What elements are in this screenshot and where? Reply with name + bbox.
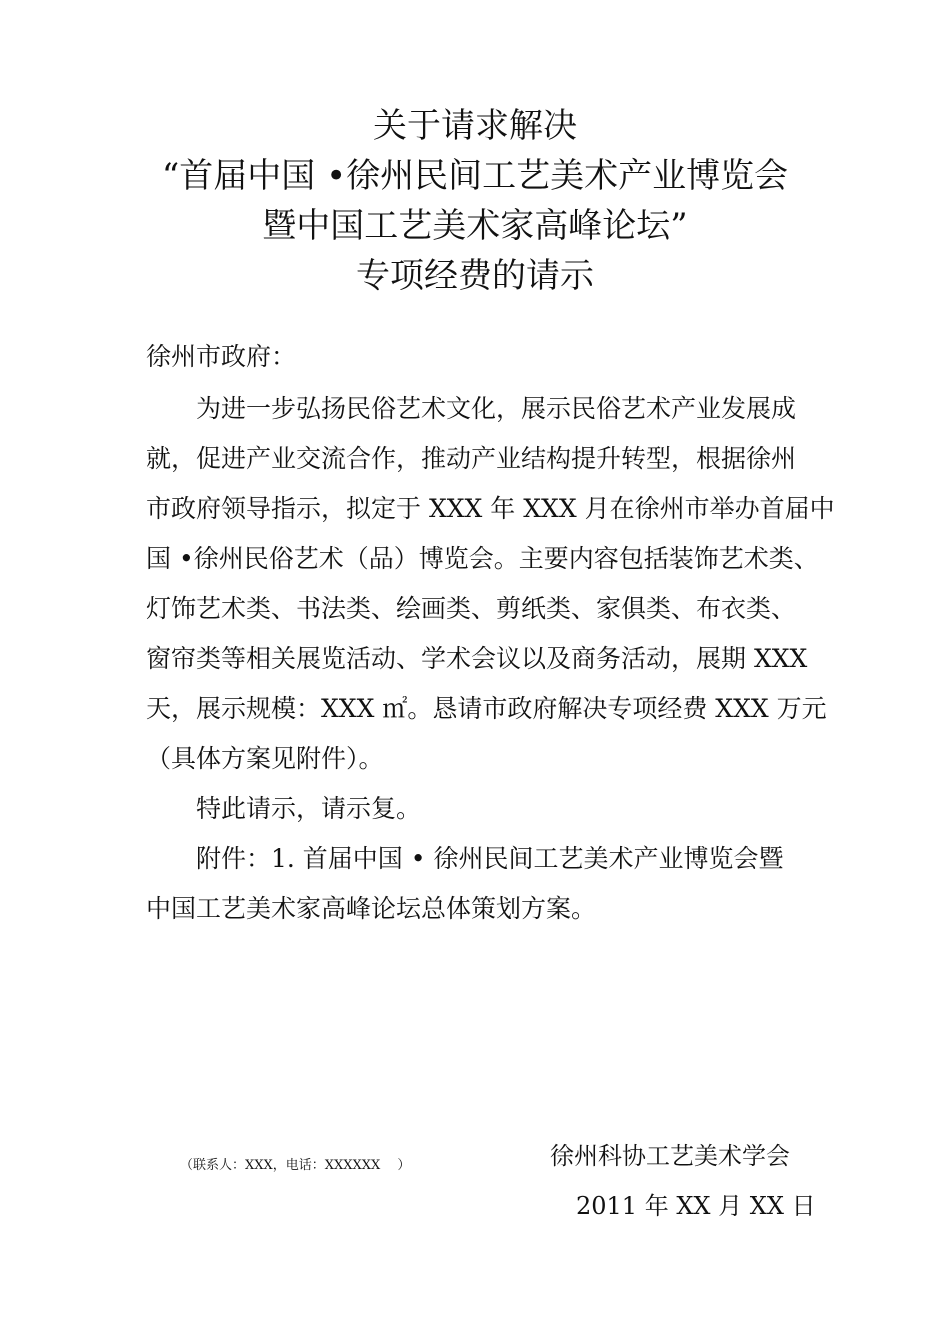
body-line: （具体方案见附件）。: [146, 744, 384, 773]
title-line-3: 暨中国工艺美术家高峰论坛”: [262, 206, 688, 246]
body-line: 灯饰艺术类、书法类、绘画类、剪纸类、家俱类、布衣类、: [146, 594, 797, 623]
contact-info: （联系人：XXX，电话：XXXXXX ）: [180, 1158, 411, 1173]
salutation: 徐州市政府：: [146, 342, 297, 371]
title-line-2: “首届中国 •徐州民间工艺美术产业博览会: [161, 156, 789, 196]
signature-organization: 徐州科协工艺美术学会: [550, 1142, 790, 1170]
body-line: 市政府领导指示，拟定于 XXX 年 XXX 月在徐州市举办首届中: [146, 494, 835, 523]
signature-date: 2011 年 XX 月 XX 日: [576, 1192, 816, 1220]
body-line: 国 •徐州民俗艺术（品）博览会。主要内容包括装饰艺术类、: [146, 544, 819, 573]
title-line-4: 专项经费的请示: [356, 256, 594, 296]
title-line-1: 关于请求解决: [373, 106, 577, 146]
body-line: 窗帘类等相关展览活动、学术会议以及商务活动，展期 XXX: [146, 644, 808, 673]
attachment-line: 中国工艺美术家高峰论坛总体策划方案。: [146, 894, 597, 923]
attachment-line: 附件：1. 首届中国 • 徐州民间工艺美术产业博览会暨: [196, 844, 784, 873]
body-line: 就，促进产业交流合作，推动产业结构提升转型，根据徐州: [146, 444, 797, 473]
body-line: 为进一步弘扬民俗艺术文化，展示民俗艺术产业发展成: [196, 394, 797, 423]
body-line: 天，展示规模：XXX ㎡。恳请市政府解决专项经费 XXX 万元: [146, 694, 827, 723]
body-paragraph-2: 特此请示，请示复。: [196, 794, 422, 823]
